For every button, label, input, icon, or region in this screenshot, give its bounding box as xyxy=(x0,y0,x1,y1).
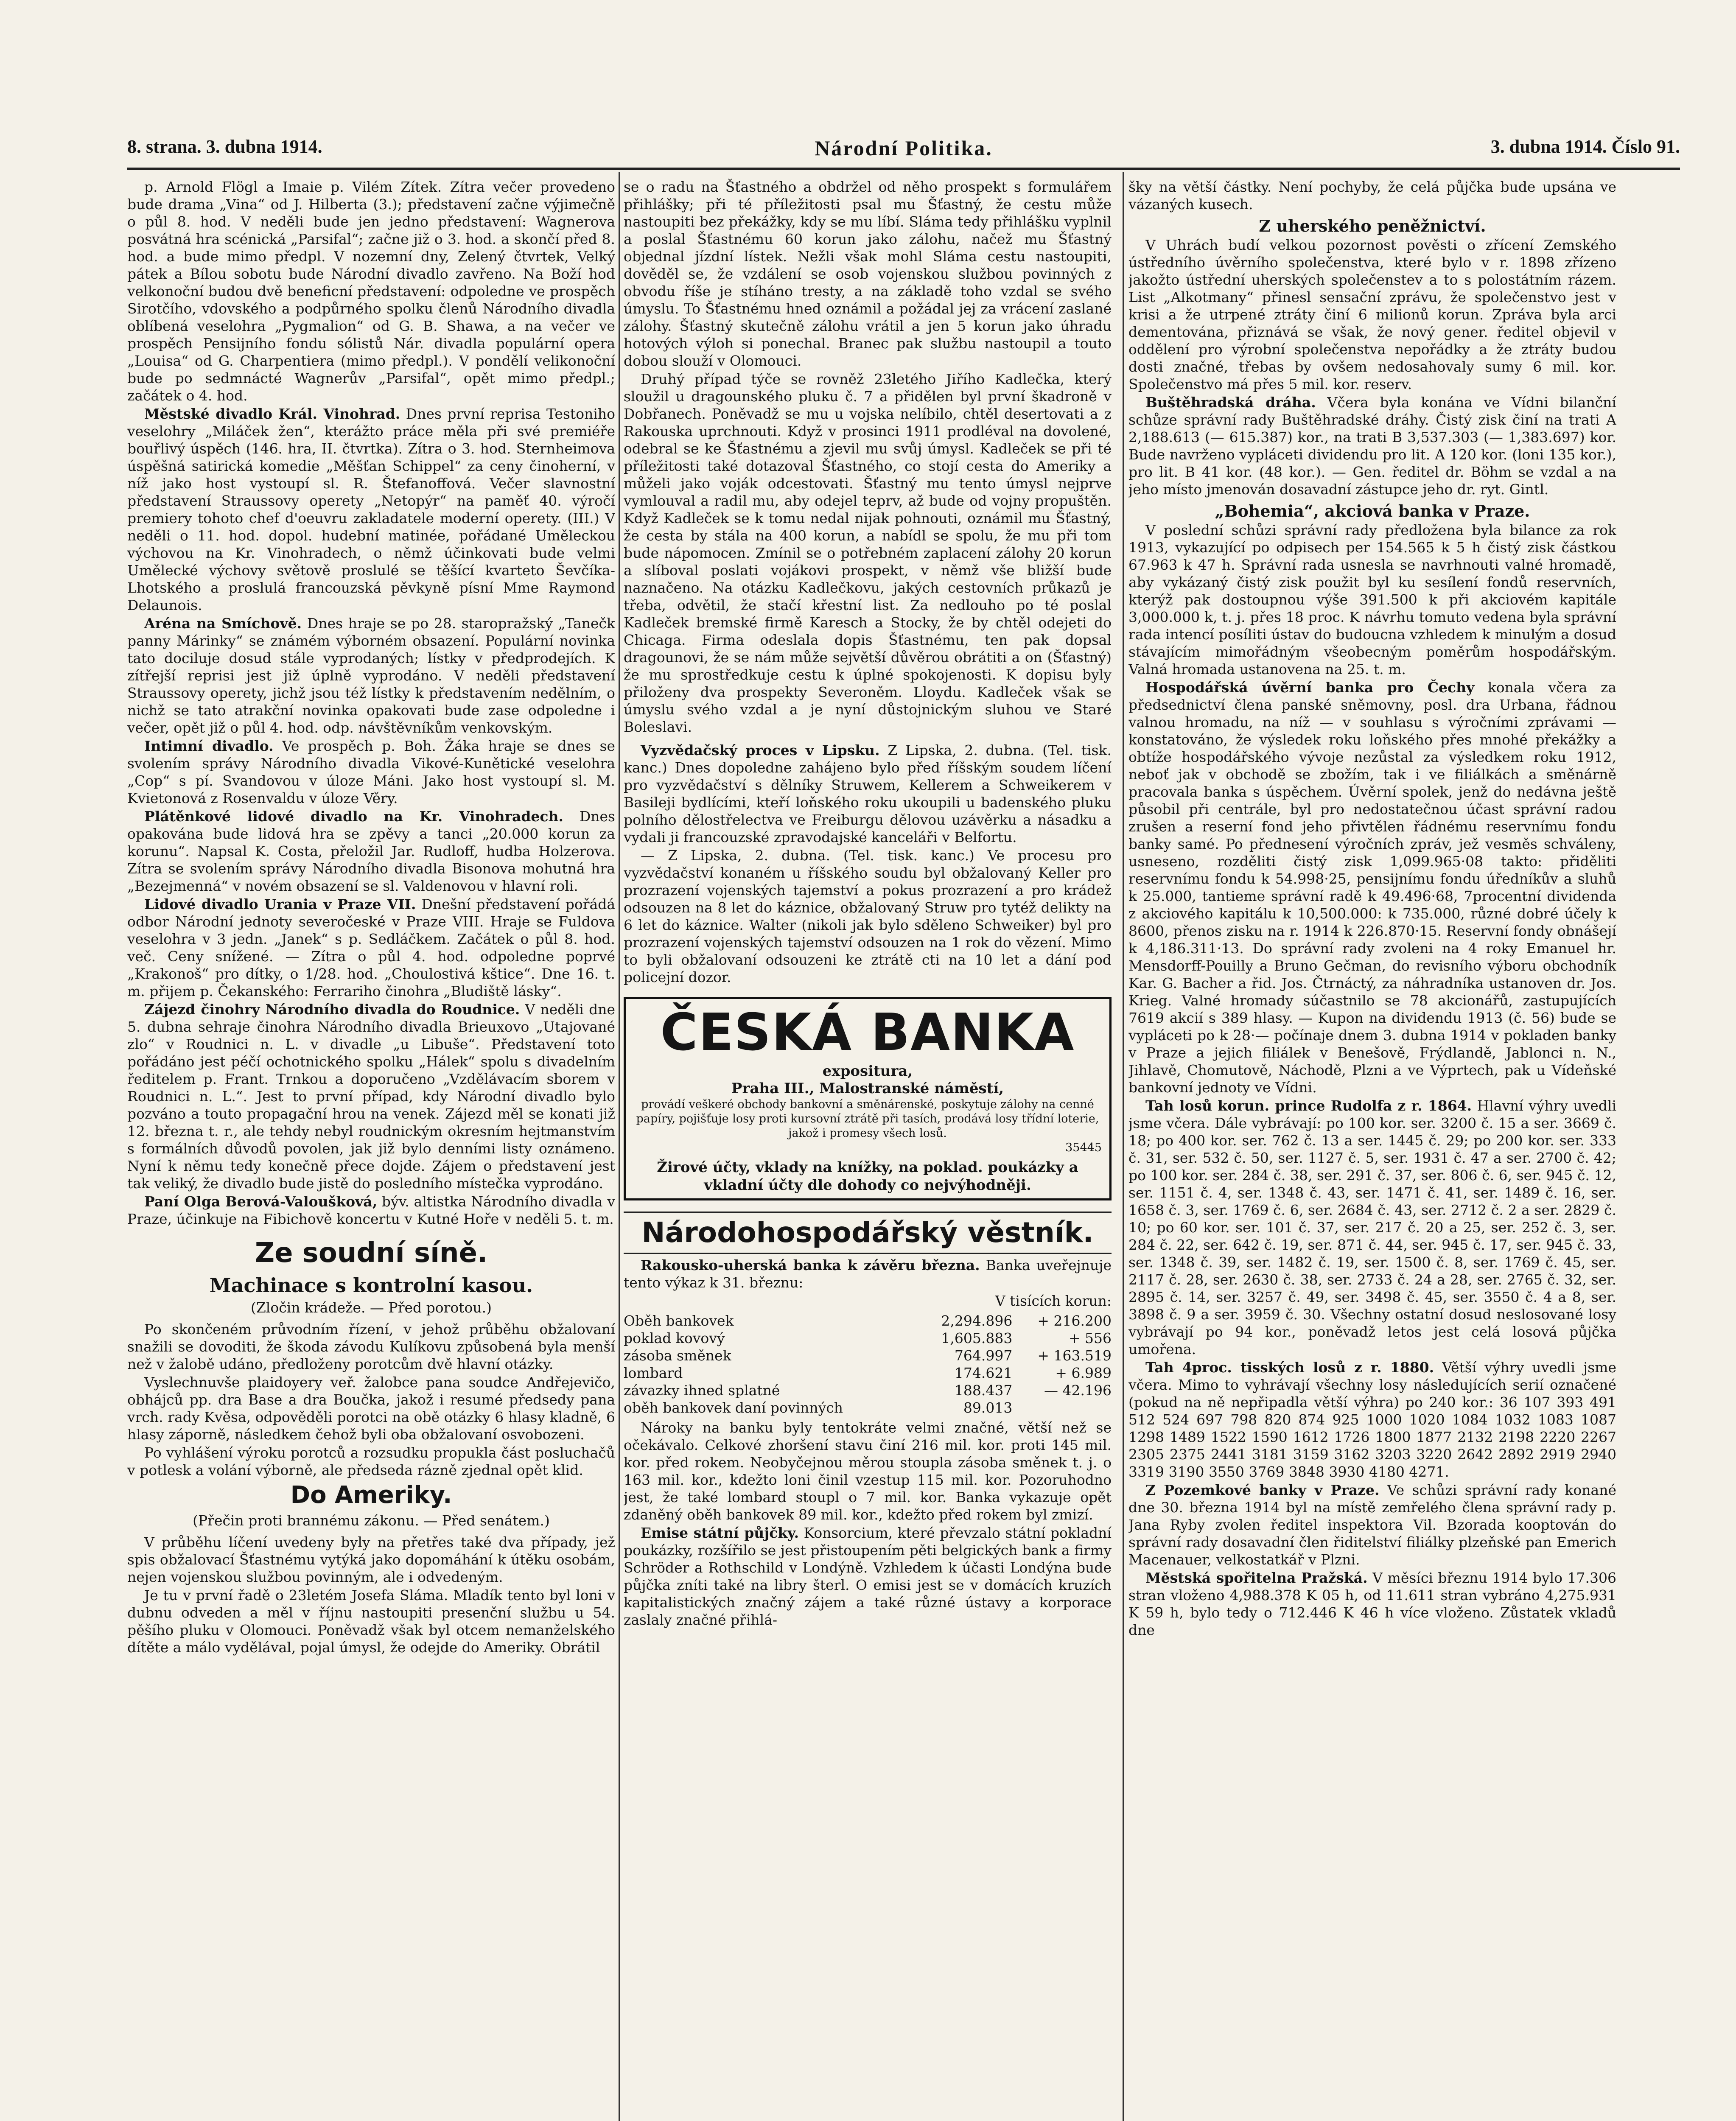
article-paragraph xyxy=(624,1256,1112,1291)
table-cell-label: oběh bankovek daní povinných xyxy=(624,1399,843,1416)
article-paragraph xyxy=(1128,1569,1616,1639)
article-heading: Rakousko-uherská banka k závěru března. xyxy=(641,1257,980,1273)
section-heading-economy: Národohospodářský věstník. xyxy=(624,1212,1112,1254)
article-paragraph: Nároky na banku byly tentokráte velmi značné, větší než se očekávalo. Celkové zhoršení stavu činí 216 mil. kor. proti 145 mil. kor. před rokem. Neobyčejnou měrou stoupla zásoba směnek t. j. o 163 mil. kor., kdežto loni činil vzestup 115 mil. kor. Pozoruhodno jest, že také lombard stoupl o 7 mil. kor. Banka vykazuje opět zdaněný oběh bankovek 89 mil. kor., kdežto před rokem byl zmizí. xyxy=(624,1419,1112,1523)
article-paragraph xyxy=(1128,1097,1616,1358)
page-header xyxy=(127,127,1680,165)
article-text: býv. altistka Národního divadla v Praze, účinkuje na Fibichově koncertu v Kutné Hoře v neděli 5. t. m. xyxy=(127,1193,615,1227)
article-paragraph xyxy=(1128,394,1616,498)
article-text: Včera byla konána ve Vídni bilanční schůze správní rady Buštěhradské dráhy. Čistý zisk činí na trati A 2,188.613 (— 615.387) kor., na trati B 3,537.303 (— 1,383.697) kor. Bude navrženo vypláceti dividendu pro lit. A 120 kor. (loni 135 kor.), pro lit. B 41 kor. (48 kor.). — Gen. ředitel dr. Böhm se vzdal a na jeho místo jmenován dosavadní zástupce jeho dr. ryt. Gintl. xyxy=(1128,394,1616,498)
article-heading: Tah 4proc. tisských losů z r. 1880. xyxy=(1145,1359,1434,1376)
article-paragraph: V průběhu líčení uvedeny byly na přetřes také dva případy, jež spis obžalovací Šťastnému vytýká jako dopomáhání k útěku osobám, nejen vojenskou službou povinným, ale i odvedeným. xyxy=(127,1534,615,1585)
article-paragraph: Je tu v první řadě o 23letém Josefa Sláma. Mladík tento byl loni v dubnu odveden a měl v říjnu nastoupiti presenční službu u 54. pěšího pluku v Olomouci. Poněvadž však byl otcem nemanželského dítěte a málo vydělával, pojal úmysl, že odejde do Ameriky. Obrátil xyxy=(127,1587,615,1656)
table-cell-diff: + 216.200 xyxy=(1037,1312,1112,1329)
newspaper-title: Národní Politika. xyxy=(815,136,993,160)
header-page-info: 8. strana. 3. dubna 1914. xyxy=(127,136,322,157)
article-heading: Machinace s kontrolní kasou. xyxy=(209,1274,533,1297)
article-heading: Buštěhradská dráha. xyxy=(1145,394,1316,411)
table-cell-diff xyxy=(1012,1399,1112,1416)
table-cell-label: poklad kovový xyxy=(624,1330,725,1346)
article-paragraph xyxy=(127,405,615,614)
article-paragraph: p. Arnold Flögl a Imaie p. Vilém Zítek. Zítra večer provedeno bude drama „Vina“ od J. Hilberta (3.); představení začne výjimečně o půl 8. hod. V neděli bude jen jedno představení: Wagnerova posvátná hra scénická „Parsifal“; začne již o 3. hod. a skončí před 8. hod. a bude mimo předpl. V nozemní dny, Zelený čtvrtek, Velký pátek a Bílou sobotu bude Národní divadlo zavřeno. Na Boží hod velkonoční budou dvě beneficní představení: odpoledne ve prospěch Sirotčího, vdovského a podpůrného spolku členů Národního divadla oblíbená veselohra „Pygmalion“ od G. B. Shawa, a na večer ve prospěch Pensijního fondu sólistů Nár. divadla populární opera „Louisa“ od G. Charpentiera (mimo předpl.). V pondělí velikonoční bude po sedmnácté Wagnerův „Parsifal“, opět mimo předpl.; začátek o 4. hod. xyxy=(127,179,615,404)
table-cell-value: 2,294.896 xyxy=(941,1312,1013,1329)
article-heading: Zájezd činohry Národního divadla do Roudnice. xyxy=(144,1001,520,1018)
ad-offer: Žirové účty, vklady na knížky, na poklad. poukázky a vkladní účty dle dohody co nejvýhodněji. xyxy=(657,1159,1078,1194)
article-heading: Vyzvědačský proces v Lipsku. xyxy=(641,742,880,758)
article-paragraph: šky na větší částky. Není pochyby, že celá půjčka bude upsána ve vázaných kusech. xyxy=(1128,179,1616,213)
article-text: Dnešní představení pořádá odbor Národní jednoty severočeské v Praze VIII. Hraje se Fuldova veselohra v 3 jedn. „Janek“ s p. Sedláčkem. Začátek o půl 8. hod. več. Ceny snížené. — Zítra o půl 4. hod. odpoledne poprvé „Krakonoš“ pro dítky, o 1/28. hod. „Choulostivá kštice“. Dne 16. t. m. přijem p. Čekanského: Ferrariho činohra „Bludiště lásky“. xyxy=(127,896,615,999)
article-heading: „Bohemia“, akciová banka v Praze. xyxy=(1215,501,1530,520)
article-text: Dnes první reprisa Testoniho veselohry „Miláček žen“, kterážto práce měla při své premiéře bouřlivý úspěch (146. hra, II. čtvrtka). Zítra o 3. hod. Sternheimova úspěšná satirická komedie „Měšťan Schippel“ za ceny činoherní, v níž jako host vystoupí sl. R. Štefanoffová. Večer slavnostní představení Straussovy operety „Netopýr“ na paměť 40. výročí premiery tohoto chef d'oeuvru zakladatele moderní operety. (III.) V neděli o 11. hod. dopol. hudební matinée, pořádané Uměleckou výchovou na Kr. Vinohradech, o němž účinkovati bude velmi Umělecké výchovy světově proslulé se těšící kvarteto Ševčíka-Lhotského a proslulá francouzská pěvkyně písní Mme Raymond Delaunois. xyxy=(127,406,615,613)
article-heading: Městské divadlo Král. Vinohrad. xyxy=(144,406,400,422)
article-text: konala včera za předsednictví člena panské sněmovny, posl. dra Urbana, řádnou valnou hromadu, na níž — v souhlasu s výročními zprávami — konstatováno, že výsledek roku loňského přes mnohé překážky a obtíže hospodářského vývoje nezůstal za výsledkem roku 1912, neboť jak v obchodě se zbožím, tak i ve filiálkách a směnárně pracovala banka s úspěchem. Úvěrní spolek, jenž do nedávna ještě působil při centrále, byl pro nedostatečnou účast správní radou zrušen a reserní fond jeho přivtělen řádnému reservnímu fondu banky samé. Po přednesení výročních zpráv, jež vesměs schváleny, usneseno, rozděliti čistý zisk 1,099.965·08 takto: přiděliti reservnímu fondu k 54.998·25, pensijnímu fondu úředníkův a sluhů k 25.000, tantieme správní radě k 49.496·68, 7procentní dividenda z akciového kapitálu k 10,500.000: k 735.000, různé dobré účely k 8600, přenos zisku na r. 1914 k 226.870·15. Reservní fondy obnášejí k 4,186.311·13. Do správní rady zvoleni na 4 roky Emanuel hr. Mensdorff-Pouilly a Bruno Gečman, do revisního výboru obchodník Kar. G. Bacher a řid. Jos. Čtrnáctý, za náhradníka ustanoven dr. Jos. Krieg. Valné hromady súčastnilo se 78 akcionářů, zastupujících 7619 akcií s 389 hlasy. — Kupon na dividendu 1913 (č. 56) bude se vypláceti po k 28·— počínaje dnem 3. dubna 1914 v pokladen banky v Praze a jejich filiálek v Benešově, Frýdlandě, Jablonci n. N., Jihlavě, Chomutově, Náchodě, Plzni a ve Výprtech, pak u Vídeňské bankovní jednoty ve Vídni. xyxy=(1128,679,1616,1096)
table-cell-label: Oběh bankovek xyxy=(624,1312,734,1329)
article-subheading: (Přečin proti brannému zákonu. — Před senátem.) xyxy=(193,1512,550,1529)
article-heading: Městská spořitelna Pražská. xyxy=(1145,1570,1368,1586)
article-paragraph: Druhý případ týče se rovněž 23letého Jiřího Kadlečka, který sloužil u dragounského pluku č. 7 a přidělen byl první škadroně v Dobřanech. Poněvadž se mu u vojska nelíbilo, chtěl desertovati a z Rakouska uprchnouti. Když v prosinci 1911 prodléval na dovolené, odebral se ke Šťastnému a zjevil mu svůj úmysl. Kadleček se při té příležitosti také dotazoval Šťastného, co stojí cesta do Ameriky a můželi jako voják odcestovati. Šťastný mu tento úmysl nejprve vymlouval a radil mu, aby odejel teprv, až bude od vojny propuštěn. Když Kadleček se k tomu nedal nijak pohnouti, oznámil mu Šťastný, že cesta by stála na 400 korun, a nabídl se spolu, že mu při tom bude nápomocen. Zmínil se o potřebném zaplacení zálohy 20 korun a slíboval poslati vojákovi prospekt, v němž vše bližší bude naznačeno. Na otázku Kadlečkovu, jakých cestovních průkazů je třeba, odvětil, že stačí křestní list. Za nedlouho po té poslal Kadleček bremské firmě Karesch a Stocky, že by chtěl odejeti do Chicaga. Firma odeslala dopis Šťastnému, ten pak dopsal dragounovi, že se nám může sejvětší důvěrou obrátiti a on (Šťastný) že mu sprostředkuje cestu k úplné spokojenosti. K dopisu byly přiloženy dva prospekty Severoněm. Lloydu. Kadleček však se úmyslu svého vzdal a je nyní důstojnickým sluhou ve Staré Boleslavi. xyxy=(624,371,1112,735)
article-text: Z Lipska, 2. dubna. (Tel. tisk. kanc.) Dnes dopoledne zahájeno bylo před říšským soudem líčení pro vyzvědačství s dělníky Struwem, Kellerem a Schweikerem v Basileji bydlícími, kteří loňského roku ukoupili u badenského pluku polního dělostřelectva ve Freiburgu dělovou uzávěrku a násadku a vydali ji francouzské zpravodajské kanceláři v Belfortu. xyxy=(624,742,1112,845)
article-paragraph xyxy=(127,737,615,807)
article-heading: Tah losů korun. prince Rudolfa z r. 1864. xyxy=(1145,1097,1472,1114)
ad-services: provádí veškeré obchody bankovní a směnárenské, poskytuje zálohy na cenné papíry, pojišťuje losy proti kursovní ztrátě při tasích, prodává losy třídní loterie, jakož i promesy všech losů. xyxy=(636,1098,1099,1140)
article-paragraph xyxy=(127,808,615,895)
column-divider xyxy=(1123,172,1124,2121)
article-text: Banka uveřejnuje tento výkaz k 31. březnu: xyxy=(624,1257,1112,1291)
table-cell-value: 174.621 xyxy=(954,1365,1013,1381)
article-paragraph: V Uhrách budí velkou pozornost pověsti o zřícení Zemského ústředního úvěrního společenstva, které bylo v r. 1898 zřízeno jakožto ústřední uherských společenstev a to s polostátním rázem. List „Alkotmany“ přinesl sensační zprávu, že společenstvo jest v krisi a že utrpené ztráty činí 6 milionů korun. Zpráva byla arci dementována, přiznává se však, že nový gener. ředitel objevil v oddělení pro výrobní společenstva nepořádky a že ztráty budou dosti značné, třebas by ovšem nedosahovaly sumy 6 mil. kor. Společenstvo má přes 5 mil. kor. reserv. xyxy=(1128,237,1616,392)
ad-address: Praha III., Malostranské náměstí, xyxy=(731,1080,1004,1097)
bank-advertisement xyxy=(624,997,1112,1200)
article-paragraph xyxy=(624,742,1112,846)
bank-statement-table xyxy=(624,1312,1112,1416)
article-heading: Z uherského peněžnictví. xyxy=(1259,216,1486,235)
table-cell-diff: + 6.989 xyxy=(1055,1365,1112,1381)
article-paragraph xyxy=(127,1001,615,1192)
article-paragraph xyxy=(1128,1481,1616,1568)
article-heading: Plátěnkové lidové divadlo na Kr. Vinohradech. xyxy=(144,808,563,825)
article-text: Dnes opakována bude lidová hra se zpěvy a tanci „20.000 korun za korunu“. Napsal K. Costa, přeložil Jar. Rudloff, hudba Holzerova. Zítra se svolením správy Národního divadla Bisonova mohutná hra „Bezejmenná“ v novém obsazení se sl. Valdenovou v hlavní roli. xyxy=(127,808,615,894)
article-text: Větší výhry uvedli jsme včera. Mimo to vyhrávají všechny losy následujících serií označené (pokud na ně nepřipadla větší výhra) po 240 kor.: 36 107 393 491 512 524 697 798 820 874 925 1000 1020 1084 1032 1083 1087 1298 1489 1522 1590 1612 1726 1800 1877 2132 2198 2220 2267 2305 2375 2441 3181 3159 3162 3203 3220 2642 2892 2919 2940 3319 3190 3550 3769 3848 3930 4180 4271. xyxy=(1128,1359,1616,1480)
article-text: Ve prospěch p. Boh. Žáka hraje se dnes se svolením správy Národního divadla Vikové-Kunětické veselohra „Cop“ s pí. Svandovou v úloze Máni. Jako host vystoupí sl. M. Kvietonová z Rosenvaldu v úloze Věry. xyxy=(127,738,615,806)
ad-title: ČESKÁ BANKA xyxy=(660,1003,1075,1062)
table-cell-label: zásoba směnek xyxy=(624,1347,731,1364)
table-row xyxy=(624,1399,1112,1416)
article-text: V neděli dne 5. dubna sehraje činohra Národního divadla Brieuxovo „Utajované zlo“ v Roudnici n. L. v divadle „u Libuše“. Představení toto pořádáno jest péčí ochotnického spolku „Hálek“ spolu s divadelním ředitelem p. Frant. Trnkou a doporučeno „Vzdělávacím sborem v Roudnici n. L.“. Jest to první případ, kdy Národní divadlo bylo pozváno a touto propagační hrou na venek. Zájezd měl se konati již 12. března t. r., ale tehdy nebyl roudnickým okresním hejtmanstvím s formálních důvodů povolen, jak již bylo denními listy oznámeno. Nyní k němu tedy konečně přece dojde. Zájem o představení jest tak veliký, že divadlo bude jistě do posledního místečka vyprodáno. xyxy=(127,1001,615,1192)
ad-line: expositura, xyxy=(822,1063,913,1080)
table-row xyxy=(624,1382,1112,1399)
header-issue-info: 3. dubna 1914. Číslo 91. xyxy=(1490,136,1680,157)
table-row xyxy=(624,1329,1112,1347)
table-cell-value: 764.997 xyxy=(954,1347,1013,1364)
article-heading: Paní Olga Berová-Valoušková, xyxy=(144,1193,378,1210)
table-cell-diff: — 42.196 xyxy=(1044,1382,1112,1399)
article-heading: Aréna na Smíchově. xyxy=(144,615,302,632)
article-text: Dnes hraje se po 28. staropražský „Tanečk panny Márinky“ se známém výborném obsazení. Populární novinka tato dociluje dosud stále vyprodaných; lístky v předprodejích. K zítřejší reprisi jest již úplně vyprodáno. V neděli představení Straussovy operety, jichž jsou též lístky k představením nedělním, o nichž se tato atrakční novinka opakovati bude zase odpoledne i večer, opět již o půl 4. hod. odp. návštěvníkům venkovským. xyxy=(127,615,615,736)
article-heading: Do Ameriky. xyxy=(290,1481,452,1509)
table-cell-label: lombard xyxy=(624,1365,683,1381)
header-rule xyxy=(127,168,1680,170)
article-heading: Lidové divadlo Urania v Praze VII. xyxy=(144,896,416,912)
article-text: Konsorcium, které převzalo státní pokladní poukázky, rozšířilo se jest přistoupením pěti belgických bank a firmy Schröder a Rothschild v Londýně. Vzhledem k účasti Londýna bude půjčka zníti také na libry šterl. O emisi jest se v domácích kruzích kapitalistických značný zájem a také různé ústavy a korporace zaslaly značné přihlá- xyxy=(624,1525,1112,1628)
table-row xyxy=(624,1347,1112,1364)
table-cell-value: 1,605.883 xyxy=(941,1330,1013,1346)
article-paragraph: — Z Lipska, 2. dubna. (Tel. tisk. kanc.) Ve procesu pro vyzvědačství konaném u říšského soudu byl obžalovaný Keller pro prozrazení vojenských tajemství a pokus prozrazení a pro krádež odsouzen na 8 let do káznice, obžalovaný Struw pro tytéž delikty na 6 let do káznice. Walter (nikoli jak bylo sděleno Schweiker) byl pro prozrazení vojenských tajemství odsouzen na 1 rok do vězení. Mimo to byli obžalovaní odsouzeni ke ztrátě cti na 10 let a dání pod policejní dozor. xyxy=(624,847,1112,985)
column-1 xyxy=(127,178,615,2121)
table-cell-diff: + 556 xyxy=(1068,1330,1112,1346)
article-text: V měsíci březnu 1914 bylo 17.306 stran vloženo 4,988.378 K 05 h, od 11.611 stran vybráno 4,275.931 K 59 h, bylo tedy o 712.446 K 46 h více vloženo. Zůstatek vkladů dne xyxy=(1128,1570,1616,1638)
article-paragraph xyxy=(127,895,615,1000)
table-caption: V tisících korun: xyxy=(995,1293,1112,1309)
column-divider xyxy=(619,172,620,2121)
article-heading: Intimní divadlo. xyxy=(144,738,274,754)
article-text: Ve schůzi správní rady konané dne 30. března 1914 byl na místě zemřelého člena správní rady p. Jana Ryby zvolen ředitel inspektora Vil. Bzorada kooptován do správní rady dosavadní člen řiditelství filiálky plzeňské pan Emerich Macenauer, velkostatkář v Plzni. xyxy=(1128,1482,1616,1568)
article-heading: Emise státní půjčky. xyxy=(641,1525,799,1541)
article-paragraph: V poslední schůzi správní rady předložena byla bilance za rok 1913, vykazující po odpisech per 154.565 k 5 h čistý zisk částkou 67.963 k 47 h. Správní rada usnesla se navrhnouti valné hromadě, aby vykázaný čistý zisk použit byl ku sesílení fondů reservních, kterýž pak dostoupnou výše 391.500 k při akciovém kapitále 3,000.000 k, t. j. přes 18 proc. K návrhu tomuto vedena byla správní rada intencí posíliti ústav do budoucna vzhledem k minulým a dosud stávajícím mimořádným všeobecným poměrům hospodářským. Valná hromada ustanovena na 25. t. m. xyxy=(1128,522,1616,677)
article-paragraph xyxy=(624,1524,1112,1629)
article-paragraph xyxy=(1128,679,1616,1096)
article-paragraph: Po skončeném průvodním řízení, v jehož průběhu obžalovaní snažili se dovoditi, že škoda závodu Kulíkovu způsobená byla menší než v žalobě udáno, předloženy porotcům dvě hlavní otázky. xyxy=(127,1321,615,1372)
table-row xyxy=(624,1364,1112,1382)
article-paragraph: Po vyhlášení výroku porotců a rozsudku propukla část posluchačů v potlesk a volání výborně, ale předseda rázně zjednal opět klid. xyxy=(127,1444,615,1478)
table-cell-diff: + 163.519 xyxy=(1037,1347,1112,1364)
article-paragraph xyxy=(127,1193,615,1228)
article-heading: Hospodářská úvěrní banka pro Čechy xyxy=(1145,679,1475,696)
article-subheading: (Zločin krádeže. — Před porotou.) xyxy=(251,1299,492,1316)
article-heading: Z Pozemkové banky v Praze. xyxy=(1145,1482,1380,1498)
article-text: Hlavní výhry uvedli jsme včera. Dále vybrávají: po 100 kor. ser. 3200 č. 15 a ser. 3669 č. 18; po 400 kor. ser. 762 č. 13 a ser. 1445 č. 29; po 200 kor. ser. 333 č. 31, ser. 532 č. 50, ser. 1127 č. 5, ser. 1931 č. 47 a ser. 2700 č. 42; po 100 kor. ser. 284 č. 38, ser. 291 č. 37, ser. 806 č. 6, ser. 945 č. 12, ser. 1151 č. 4, ser. 1348 č. 43, ser. 1471 č. 41, ser. 1489 č. 16, ser. 1658 č. 3, ser. 1769 č. 6, ser. 2684 č. 43, ser. 2712 č. 2 a ser. 2829 č. 10; po 60 kor. ser. 101 č. 37, ser. 217 č. 20 a 25, ser. 252 č. 3, ser. 284 č. 22, ser. 642 č. 19, ser. 871 č. 44, ser. 945 č. 17, ser. 945 č. 33, ser. 1348 č. 39, ser. 1482 č. 19, ser. 1500 č. 8, ser. 1769 č. 45, ser. 2117 č. 28, ser. 2630 č. 38, ser. 2733 č. 24 a 28, ser. 2765 č. 32, ser. 2895 č. 14, ser. 3257 č. 49, ser. 3498 č. 45, ser. 3550 č. 4 a 8, ser. 3898 č. 9 a ser. 3959 č. 30. Všechny ostatní dosud neslosované losy vybrávají po 94 kor., poněvadž letos jest celá losová půjčka umořena. xyxy=(1128,1097,1616,1357)
ad-number: 35445 xyxy=(1065,1141,1102,1154)
table-cell-label: závazky ihned splatné xyxy=(624,1382,780,1399)
table-row xyxy=(624,1312,1112,1329)
article-paragraph xyxy=(127,615,615,736)
article-paragraph: Vyslechnuvše plaidoyery veř. žalobce pana soudce Andřejevičo, obhájců pp. dra Base a dra Boučka, jakož i resumé předsedy pana vrch. rady Kvěsa, odpověděli porotci na obě otázky 6 hlasy kladně, 6 hlasy záporně, následkem čehož byli oba obžalovaní osvobozeni. xyxy=(127,1374,615,1443)
article-paragraph: se o radu na Šťastného a obdržel od něho prospekt s formulářem přihlášky; při té příležitosti psal mu Šťastný, že cestu může nastoupiti bez překážky, kdy se mu líbí. Sláma tedy přihlášku vyplnil a poslal Šťastnému 60 korun jako zálohu, načež mu Šťastný objednal jízdní lístek. Nežli však mohl Sláma cestu nastoupiti, dověděl se, že vzdálení se osob vojenskou službou povinných z obvodu říše je stíháno tresty, a na základě toho vzdal se svého úmyslu. To Šťastnému hned oznámil a požádal jej za vrácení zaslané zálohy. Šťastný skutečně zálohu vrátil a jen 5 korun jako úhradu hotových výloh si ponechal. Branec pak službu nastoupil a touto dobou slouží v Olomouci. xyxy=(624,179,1112,369)
column-2 xyxy=(624,178,1112,2121)
column-3 xyxy=(1128,178,1616,2121)
article-paragraph xyxy=(1128,1359,1616,1480)
table-cell-value: 89.013 xyxy=(963,1399,1013,1416)
table-cell-value: 188.437 xyxy=(954,1382,1013,1399)
section-heading-court: Ze soudní síně. xyxy=(255,1237,488,1269)
